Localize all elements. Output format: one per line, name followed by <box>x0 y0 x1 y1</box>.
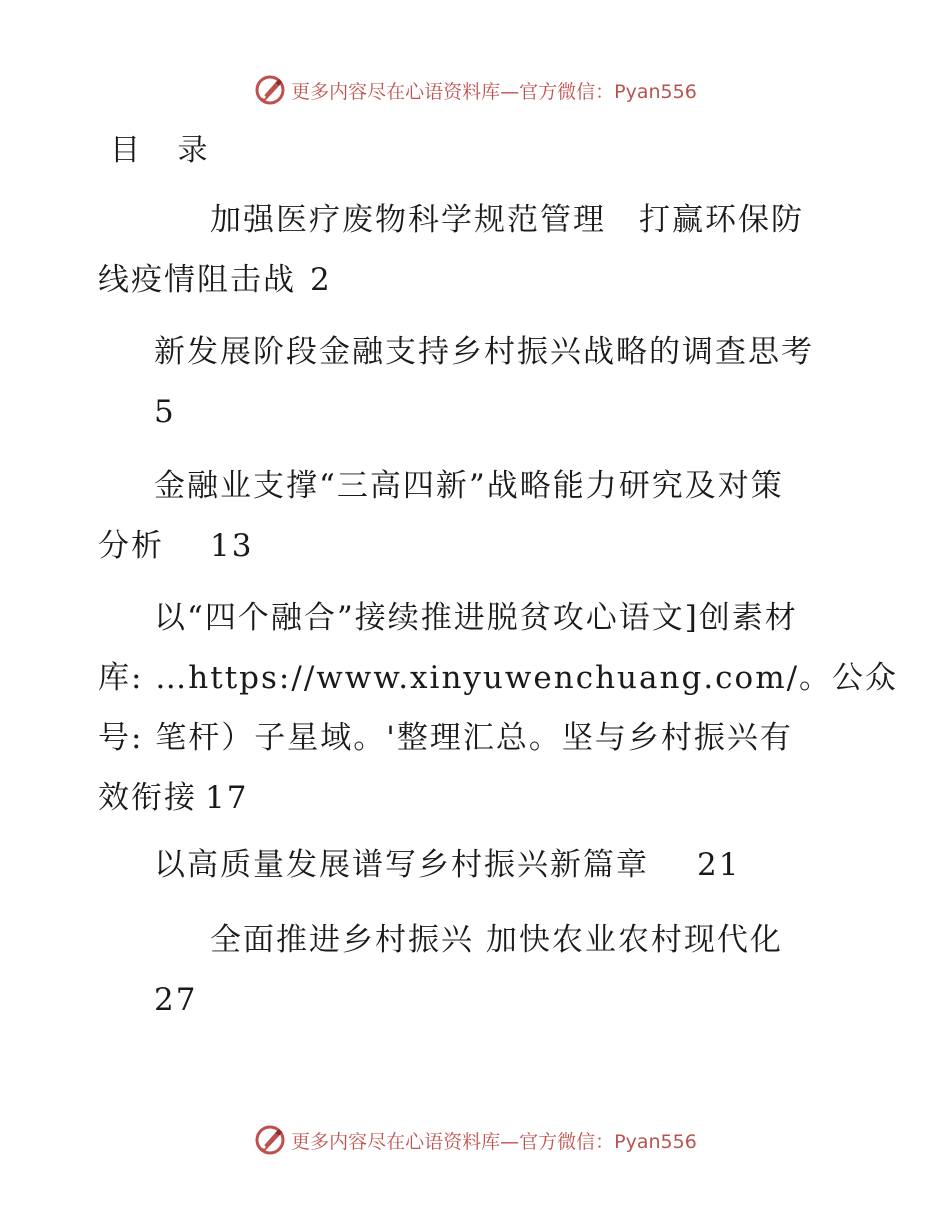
toc-entry[interactable] <box>98 456 838 576</box>
toc-entry-line: 以“四个融合”接续推进脱贫攻心语文]创素材 <box>154 600 798 636</box>
toc-entry-line: 号: 笔杆）子星域。'整理汇总。坚与乡村振兴有 <box>98 720 793 756</box>
header-banner <box>0 70 950 110</box>
toc-entry-line: 线疫情阻击战 <box>98 262 296 298</box>
pen-logo-icon <box>253 73 287 107</box>
banner-handle: Pyan556 <box>614 80 697 103</box>
toc-entry-line: 分析 <box>98 528 164 564</box>
toc-entry-page: 27 <box>154 982 198 1018</box>
toc-entry[interactable] <box>98 322 838 442</box>
footer-banner <box>0 1120 950 1160</box>
toc-entry-line: 库: …https://www.xinyuwenchuang.com/。公众 <box>98 660 899 696</box>
toc-entry-line: 全面推进乡村振兴 加快农业农村现代化 <box>210 922 783 958</box>
toc-entry[interactable] <box>98 588 899 828</box>
banner-text <box>291 1127 697 1154</box>
toc-entry-page: 2 <box>310 262 332 298</box>
toc-entry-line-with-page <box>98 516 838 576</box>
toc-title: 目 录 <box>110 133 222 168</box>
banner-label: 更多内容尽在心语资料库—官方微信： <box>291 80 615 103</box>
toc-entry-line: 金融业支撑“三高四新”战略能力研究及对策 <box>154 468 784 504</box>
toc-entry-line-with-page <box>98 382 838 442</box>
toc-entry[interactable] <box>98 835 838 895</box>
toc-entry[interactable] <box>98 190 838 310</box>
pen-logo-icon <box>253 1123 287 1157</box>
toc-entry[interactable] <box>98 910 838 1030</box>
banner-handle: Pyan556 <box>614 1130 697 1153</box>
banner-text <box>291 77 697 104</box>
toc-entry-line: 效衔接 <box>98 780 197 816</box>
toc-entry-page: 17 <box>205 780 249 816</box>
banner-label: 更多内容尽在心语资料库—官方微信： <box>291 1130 615 1153</box>
toc-entry-line: 新发展阶段金融支持乡村振兴战略的调查思考 <box>154 334 814 370</box>
toc-entry-page: 5 <box>154 394 176 430</box>
toc-entry-line: 加强医疗废物科学规范管理 打赢环保防 <box>210 202 804 238</box>
toc-entry-line-with-page <box>98 768 838 828</box>
toc-entry-line-with-page <box>98 835 838 895</box>
toc-entry-line-with-page <box>98 970 838 1030</box>
toc-entry-line: 以高质量发展谱写乡村振兴新篇章 <box>154 847 649 883</box>
toc-entry-page: 13 <box>210 528 254 564</box>
toc-entry-line-with-page <box>98 250 838 310</box>
toc-entry-page: 21 <box>697 847 741 883</box>
